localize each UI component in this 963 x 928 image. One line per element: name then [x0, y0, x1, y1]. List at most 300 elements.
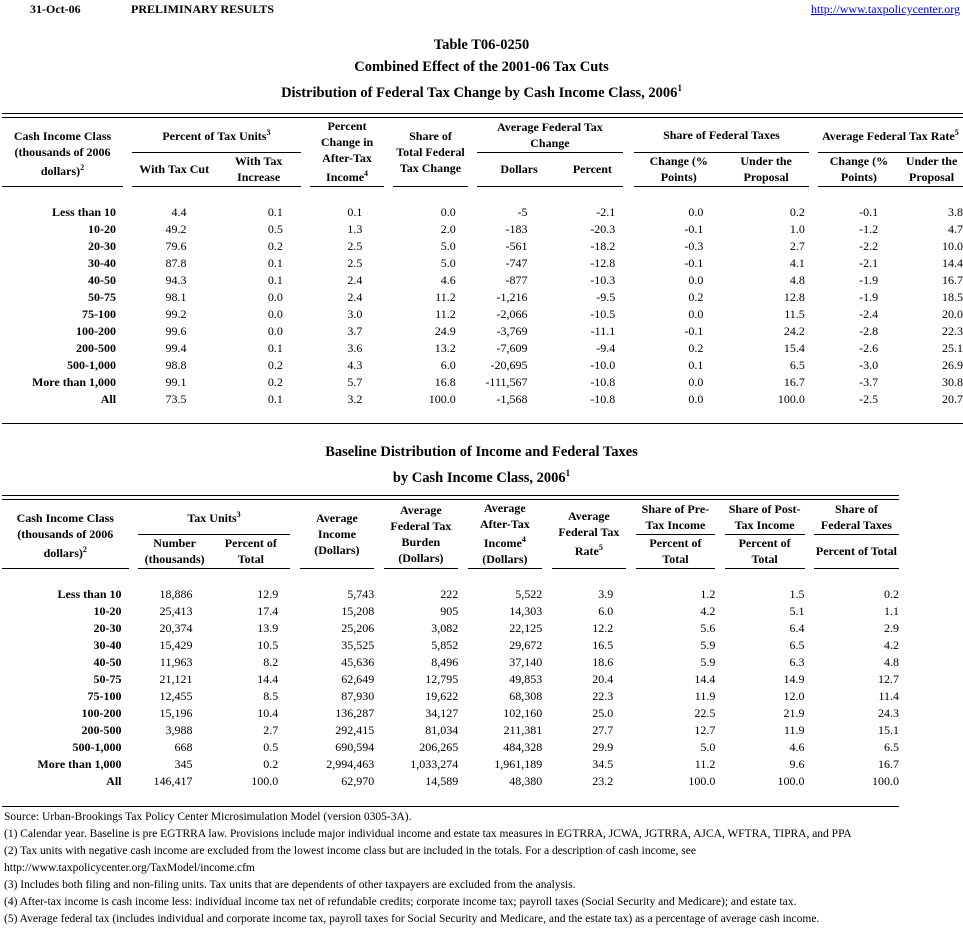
cell-value: 6.5	[884, 739, 899, 754]
column-gap	[809, 238, 818, 255]
column-gap	[374, 654, 383, 671]
column-gap	[123, 238, 132, 255]
column-gap	[129, 637, 138, 654]
column-gap	[542, 603, 551, 620]
cell-value: 0.2	[263, 756, 279, 771]
cell-value: 5.0	[700, 739, 716, 754]
column-gap	[384, 306, 393, 323]
cell-value: 100.0	[872, 773, 899, 788]
cell-value: 0.0	[688, 273, 704, 287]
column-gap	[123, 357, 132, 374]
column-gap	[290, 586, 299, 603]
cell-value: 73.5	[165, 392, 187, 406]
table-row	[2, 688, 899, 705]
cell-value: 5.9	[700, 637, 716, 652]
column-gap	[129, 688, 138, 705]
row-label: 100-200	[81, 705, 122, 720]
column-gap	[809, 289, 818, 306]
cell-value: 0.1	[347, 205, 363, 219]
cell-value: 1,961,189	[494, 756, 543, 771]
column-gap	[384, 374, 393, 391]
cell-value: 81,034	[425, 722, 459, 737]
column-gap	[468, 238, 477, 255]
column-gap	[715, 739, 724, 756]
cell-value: 29,672	[509, 637, 543, 652]
cell-value: 25.1	[942, 341, 963, 355]
cell-value: 5.6	[700, 620, 716, 635]
cell-value: 4.2	[700, 603, 716, 618]
cell-value: 14.9	[783, 671, 805, 686]
cell-value: 79.6	[165, 239, 187, 253]
cell-value: 5.0	[440, 239, 456, 253]
cell-value: 87.8	[165, 256, 187, 270]
cell-value: -0.1	[684, 324, 704, 338]
column-gap	[123, 289, 132, 306]
cell-value: -5	[517, 205, 528, 219]
table1-number: Table T06-0250	[433, 37, 530, 53]
cell-value: -2.2	[859, 239, 879, 253]
cell-value: 3.2	[347, 392, 363, 406]
status-label: PRELIMINARY RESULTS	[131, 2, 275, 16]
column-gap	[384, 272, 393, 289]
cell-value: 68,308	[509, 688, 543, 703]
row-label: 100-200	[76, 324, 117, 338]
cell-value: -0.1	[684, 256, 704, 270]
cell-value: 211,381	[503, 722, 543, 737]
cell-value: 15,196	[159, 705, 193, 720]
cell-value: 20,374	[159, 620, 193, 635]
cell-value: 12,455	[159, 688, 193, 703]
column-gap	[715, 722, 724, 739]
cell-value: 8.2	[263, 654, 279, 669]
column-gap	[129, 756, 138, 773]
cell-value: 0.2	[267, 375, 283, 389]
column-gap	[458, 739, 467, 756]
column-gap	[809, 374, 818, 391]
cell-value: 1.3	[347, 222, 363, 236]
cell-value: -2.1	[596, 205, 616, 219]
column-gap	[384, 221, 393, 238]
column-gap	[374, 739, 383, 756]
cell-value: 34.5	[592, 756, 614, 771]
cell-value: -2.1	[859, 256, 879, 270]
column-gap	[374, 705, 383, 722]
cell-value: 87,930	[341, 688, 375, 703]
table-row	[2, 705, 899, 722]
table2-title: Baseline Distribution of Income and Federal Taxes	[325, 444, 638, 460]
cell-value: 20.0	[942, 307, 963, 321]
cell-value: 3.8	[948, 205, 963, 219]
cell-value: 6.4	[789, 620, 805, 635]
row-label: 50-75	[93, 671, 122, 686]
col-rate-change-pts: Change (% Points)	[818, 152, 900, 186]
cell-value: 5,743	[347, 586, 375, 601]
column-gap	[123, 391, 132, 408]
column-gap	[458, 603, 467, 620]
column-gap	[805, 603, 814, 620]
cell-value: -18.2	[590, 239, 616, 253]
cell-value: 8.5	[263, 688, 279, 703]
column-gap	[123, 374, 132, 391]
cell-value: -1,568	[496, 392, 528, 406]
col-avg-tax-rate: Average Federal Tax Rate$^5$	[552, 500, 627, 568]
cell-value: 12.7	[694, 722, 716, 737]
column-gap	[805, 637, 814, 654]
column-gap	[805, 688, 814, 705]
cell-value: 3,988	[165, 722, 193, 737]
column-gap	[458, 705, 467, 722]
cell-value: 99.2	[165, 307, 187, 321]
footnote-2: (2) Tax units with negative cash income are excluded from the lowest income class but are included in the totals. For a description of cash income, see	[4, 845, 696, 857]
table-row	[2, 255, 963, 272]
cell-value: 21,121	[159, 671, 193, 686]
cell-value: -1.2	[859, 222, 879, 236]
cell-value: 8,496	[431, 654, 459, 669]
column-gap	[129, 705, 138, 722]
column-gap	[542, 773, 551, 790]
column-gap	[623, 272, 634, 289]
cell-value: 5,522	[515, 586, 543, 601]
col-rate-under-proposal: Under the Proposal	[900, 152, 963, 186]
cell-value: 11.2	[435, 307, 456, 321]
column-gap	[374, 671, 383, 688]
cell-value: 0.1	[688, 358, 704, 372]
cell-value: 484,328	[503, 739, 543, 754]
cell-value: -747	[505, 256, 528, 270]
row-label: All	[100, 392, 117, 406]
row-label: 30-40	[93, 637, 122, 652]
source-note: Source: Urban-Brookings Tax Policy Center Microsimulation Model (version 0305-3A).	[4, 811, 412, 823]
column-gap	[458, 654, 467, 671]
cell-value: 99.1	[165, 375, 187, 389]
cell-value: 16.5	[592, 637, 614, 652]
column-gap	[468, 204, 477, 221]
cell-value: 13.9	[257, 620, 279, 635]
cell-value: 1.5	[789, 586, 805, 601]
column-gap	[458, 773, 467, 790]
cell-value: 16.7	[942, 273, 963, 287]
column-gap	[301, 255, 310, 272]
column-gap	[290, 688, 299, 705]
row-label: 200-500	[81, 722, 122, 737]
cell-value: 4.6	[440, 273, 456, 287]
cell-value: 0.1	[267, 256, 283, 270]
row-label: More than 1,000	[31, 375, 117, 389]
row-label: Less than 10	[57, 586, 122, 601]
col-with-tax-increase: With Tax Increase	[216, 152, 300, 186]
cell-value: 345	[174, 756, 193, 771]
column-gap	[626, 739, 635, 756]
cell-value: 4.3	[347, 358, 363, 372]
column-gap	[458, 620, 467, 637]
table-row	[2, 603, 899, 620]
column-gap	[623, 374, 634, 391]
table2-subtitle	[0, 464, 963, 488]
cell-value: 2.5	[347, 239, 363, 253]
cell-value: 15.1	[878, 722, 899, 737]
table-row	[2, 221, 963, 238]
cell-value: -7,609	[496, 341, 528, 355]
cell-value: 94.3	[165, 273, 187, 287]
cell-value: -0.1	[859, 205, 879, 219]
column-gap	[290, 603, 299, 620]
column-gap	[301, 306, 310, 323]
cell-value: 0.2	[884, 586, 899, 601]
cell-value: 62,970	[341, 773, 375, 788]
cell-value: 18,886	[159, 586, 193, 601]
table1-subtitle	[0, 79, 963, 103]
cell-value: 14.4	[694, 671, 716, 686]
column-gap	[468, 306, 477, 323]
cell-value: 16.7	[783, 375, 805, 389]
col-avg-tax-burden: Average Federal Tax Burden (Dollars)	[384, 500, 459, 568]
cell-value: 3.0	[347, 307, 363, 321]
cell-value: 19,622	[425, 688, 459, 703]
cell-value: 0.0	[688, 307, 704, 321]
cell-value: 0.0	[688, 392, 704, 406]
row-label: 200-500	[76, 341, 117, 355]
column-gap	[129, 722, 138, 739]
column-gap	[542, 756, 551, 773]
cell-value: 136,287	[335, 705, 375, 720]
cell-value: 100.0	[777, 773, 805, 788]
col-share-under-proposal: Under the Proposal	[723, 152, 808, 186]
cell-value: 1.0	[789, 222, 805, 236]
col-group-share-fed-taxes: Share of Federal Taxes	[814, 500, 899, 534]
cell-value: 98.1	[165, 290, 187, 304]
column-gap	[384, 204, 393, 221]
column-gap	[809, 221, 818, 238]
column-gap	[626, 637, 635, 654]
column-gap	[290, 756, 299, 773]
column-gap	[374, 586, 383, 603]
column-gap	[542, 620, 551, 637]
cell-value: -111,567	[485, 375, 528, 389]
cell-value: 3,082	[431, 620, 459, 635]
cell-value: 4.8	[884, 654, 899, 669]
cell-value: 1.2	[700, 586, 716, 601]
column-gap	[626, 705, 635, 722]
column-gap	[123, 306, 132, 323]
column-gap	[623, 289, 634, 306]
column-gap	[301, 340, 310, 357]
cell-value: -2.5	[859, 392, 879, 406]
column-gap	[129, 586, 138, 603]
column-gap	[809, 272, 818, 289]
column-gap	[374, 620, 383, 637]
cell-value: 0.0	[440, 205, 456, 219]
cell-value: -877	[505, 273, 528, 287]
column-gap	[809, 323, 818, 340]
column-gap	[715, 637, 724, 654]
cell-value: 6.0	[440, 358, 456, 372]
cell-value: 98.8	[165, 358, 187, 372]
table-row	[2, 654, 899, 671]
cell-value: -2.6	[859, 341, 879, 355]
cell-value: 14,303	[509, 603, 543, 618]
column-gap	[301, 289, 310, 306]
cell-value: 6.5	[789, 637, 805, 652]
column-gap	[542, 654, 551, 671]
cell-value: 14,589	[425, 773, 459, 788]
cell-value: -2.8	[859, 324, 879, 338]
cell-value: 10.5	[257, 637, 279, 652]
column-gap	[468, 340, 477, 357]
column-gap	[715, 654, 724, 671]
cell-value: 2.4	[347, 273, 363, 287]
column-gap	[384, 238, 393, 255]
column-gap	[301, 238, 310, 255]
row-label: 40-50	[88, 273, 117, 287]
column-gap	[458, 637, 467, 654]
cell-value: -20,695	[490, 358, 528, 372]
cell-value: 1,033,274	[410, 756, 459, 771]
column-gap	[384, 391, 393, 408]
column-gap	[805, 620, 814, 637]
cell-value: 11.9	[694, 688, 716, 703]
table-row	[2, 357, 963, 374]
column-gap	[715, 773, 724, 790]
column-gap	[384, 289, 393, 306]
column-gap	[129, 739, 138, 756]
cell-value: 11.4	[878, 688, 899, 703]
cell-value: 6.5	[789, 358, 805, 372]
cell-value: -9.5	[596, 290, 616, 304]
column-gap	[623, 357, 634, 374]
column-gap	[290, 637, 299, 654]
column-gap	[623, 391, 634, 408]
column-gap	[626, 671, 635, 688]
row-label: All	[106, 773, 122, 788]
column-gap	[129, 773, 138, 790]
col-percent: Percent	[562, 152, 624, 186]
column-gap	[290, 620, 299, 637]
table-row	[2, 756, 899, 773]
row-label: 20-30	[93, 620, 122, 635]
column-gap	[374, 688, 383, 705]
col-with-tax-cut: With Tax Cut	[132, 152, 216, 186]
column-gap	[809, 357, 818, 374]
column-gap	[301, 391, 310, 408]
cell-value: 905	[440, 603, 459, 618]
cell-value: 3.9	[598, 586, 614, 601]
cell-value: 26.9	[942, 358, 963, 372]
col-fed-taxes-pct-total: Percent of Total	[814, 534, 899, 568]
cell-value: 4.7	[948, 222, 963, 236]
cell-value: 0.0	[688, 205, 704, 219]
cell-value: -2,066	[496, 307, 528, 321]
col-pre-tax-pct-total: Percent of Total	[636, 534, 716, 568]
cell-value: 5,852	[431, 637, 459, 652]
cell-value: -1.9	[859, 290, 879, 304]
column-gap	[384, 323, 393, 340]
cell-value: 100.0	[251, 773, 279, 788]
col-group-share-pre-tax: Share of Pre-Tax Income	[636, 500, 716, 534]
footnote-2-link[interactable]: http://www.taxpolicycenter.org/TaxModel/income.cfm	[4, 862, 255, 874]
cell-value: 0.1	[267, 341, 283, 355]
column-gap	[626, 603, 635, 620]
column-gap	[542, 705, 551, 722]
column-gap	[809, 204, 818, 221]
column-gap	[374, 756, 383, 773]
column-gap	[626, 756, 635, 773]
table-row	[2, 671, 899, 688]
column-gap	[458, 671, 467, 688]
cell-value: 0.2	[267, 358, 283, 372]
baseline-distribution-table	[2, 500, 899, 790]
cell-value: 35,525	[341, 637, 375, 652]
col-avg-after-tax-income: Average After-Tax Income$^4$ (Dollars)	[468, 500, 543, 568]
column-gap	[623, 221, 634, 238]
cell-value: -20.3	[590, 222, 616, 236]
cell-value: 0.2	[688, 290, 704, 304]
col-group-tax-units: Tax Units$^3$	[138, 500, 290, 534]
column-gap	[384, 255, 393, 272]
table-row	[2, 773, 899, 790]
cell-value: 100.0	[777, 392, 805, 406]
cell-value: 16.7	[878, 756, 899, 771]
cell-value: 0.0	[267, 324, 283, 338]
cell-value: 668	[174, 739, 193, 754]
cell-value: 48,380	[509, 773, 543, 788]
column-gap	[626, 654, 635, 671]
col-group-avg-fed-tax-change: Average Federal Tax Change	[477, 118, 624, 152]
cell-value: 22.3	[942, 324, 963, 338]
cell-value: -1.9	[859, 273, 879, 287]
cell-value: 12.8	[783, 290, 805, 304]
tpc-link[interactable]: http://www.taxpolicycenter.org	[811, 2, 960, 16]
table-row	[2, 391, 963, 408]
col-group-share-post-tax: Share of Post-Tax Income	[725, 500, 805, 534]
cell-value: 5.1	[789, 603, 805, 618]
cell-value: -10.3	[590, 273, 616, 287]
column-gap	[809, 340, 818, 357]
row-label: Less than 10	[52, 205, 117, 219]
column-gap	[301, 221, 310, 238]
column-gap	[626, 773, 635, 790]
cell-value: 9.6	[789, 756, 805, 771]
column-gap	[542, 688, 551, 705]
cell-value: 15.4	[783, 341, 805, 355]
cell-value: 0.2	[267, 239, 283, 253]
column-gap	[129, 620, 138, 637]
column-gap	[290, 739, 299, 756]
column-gap	[623, 306, 634, 323]
column-gap	[468, 272, 477, 289]
cell-value: 3.6	[347, 341, 363, 355]
cell-value: 22,125	[509, 620, 543, 635]
column-gap	[809, 255, 818, 272]
footnotes	[4, 809, 852, 928]
cell-value: 222	[440, 586, 459, 601]
cell-value: 5.0	[440, 256, 456, 270]
col-group-share-fed-taxes: Share of Federal Taxes	[634, 118, 809, 152]
column-gap	[468, 255, 477, 272]
table-row	[2, 204, 963, 221]
cell-value: 23.2	[592, 773, 614, 788]
cell-value: 100.0	[688, 773, 716, 788]
cell-value: 21.9	[783, 705, 805, 720]
cell-value: 27.7	[592, 722, 614, 737]
cell-value: 5.7	[347, 375, 363, 389]
column-gap	[301, 357, 310, 374]
column-gap	[542, 586, 551, 603]
cell-value: 4.8	[789, 273, 805, 287]
col-dollars: Dollars	[477, 152, 562, 186]
column-gap	[805, 756, 814, 773]
cell-value: -10.0	[590, 358, 616, 372]
cell-value: -0.3	[684, 239, 704, 253]
